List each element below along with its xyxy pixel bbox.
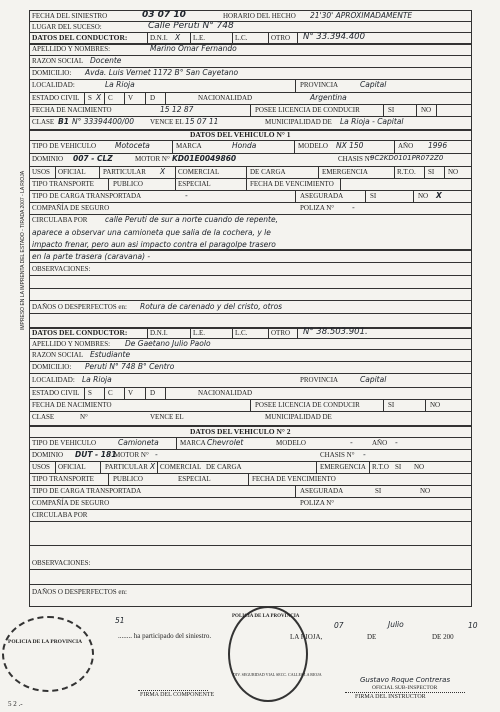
usos2-label: USOS bbox=[32, 463, 50, 471]
estado2-s: S bbox=[88, 389, 92, 397]
fecha-nacimiento-label: FECHA DE NACIMIENTO bbox=[32, 106, 112, 114]
transporte2-especial: ESPECIAL bbox=[178, 475, 211, 483]
danos2-label: DAÑOS O DESPERFECTOS en: bbox=[32, 588, 127, 596]
tipo-vehiculo2-label: TIPO DE VEHICULO bbox=[32, 439, 97, 447]
tipo-vehiculo-label: TIPO DE VEHICULO bbox=[32, 142, 97, 150]
asegurada2-no: NO bbox=[420, 487, 431, 495]
fecha-vencimiento2-label: FECHA DE VENCIMIENTO bbox=[252, 475, 336, 483]
licencia-numero: N° 33394400/00 bbox=[72, 117, 134, 126]
uso2-carga: DE CARGA bbox=[206, 463, 242, 471]
modelo-value: NX 150 bbox=[336, 141, 364, 150]
modelo2-value: - bbox=[350, 438, 353, 447]
fecha-anio: 10 bbox=[468, 621, 478, 630]
fecha-de-2: DE 200 bbox=[432, 633, 454, 641]
clase-value: B1 bbox=[58, 117, 69, 126]
chasis-label: CHASIS N° bbox=[338, 155, 373, 163]
uso2-emergencia: EMERGENCIA bbox=[320, 463, 366, 471]
rto2-si: SI bbox=[395, 463, 402, 471]
rto-no: NO bbox=[448, 168, 459, 176]
clase2-label: CLASE bbox=[32, 413, 55, 421]
apellido2-value: De Gaetano Julio Paolo bbox=[125, 339, 211, 348]
estado2-d: D bbox=[150, 389, 156, 397]
apellido-value: Marino Omar Fernando bbox=[150, 44, 237, 53]
dni-label: D.N.I. bbox=[150, 34, 168, 42]
posee-licencia-label: POSEE LICENCIA DE CONDUCIR bbox=[255, 106, 360, 114]
asegurada-no-check: X bbox=[436, 191, 442, 200]
tipo-vehiculo2-value: Camioneta bbox=[118, 438, 159, 447]
anio-label: AÑO bbox=[398, 142, 414, 150]
dni-check-mark: X bbox=[175, 33, 181, 42]
nacionalidad-label: NACIONALIDAD bbox=[198, 94, 253, 102]
compania-seguro2-label: COMPAÑÍA DE SEGURO bbox=[32, 499, 110, 507]
marca-value: Honda bbox=[232, 141, 257, 150]
provincia-value: Capital bbox=[360, 80, 387, 89]
particular2-check: X bbox=[150, 462, 156, 471]
circulaba-line-3: impacto frenar, pero aun asi impacto contra el paragolpe trasero bbox=[32, 240, 276, 249]
page-number: 5 2 .- bbox=[8, 700, 23, 708]
estado-c: C bbox=[108, 94, 113, 102]
stamp-center-inner: DIV. SEGURIDAD VIAL SECC. CALLES LA RIOJA bbox=[233, 672, 322, 677]
localidad-value: La Rioja bbox=[105, 80, 135, 89]
uso2-comercial: COMERCIAL bbox=[160, 463, 202, 471]
circulaba-line-2: aparece a observar una camioneta que salia de la cochera, y le bbox=[32, 228, 271, 237]
lugar-label: LUGAR DEL SUCESO: bbox=[32, 23, 102, 31]
fecha-vencimiento-label: FECHA DE VENCIMIENTO bbox=[250, 180, 334, 188]
tipo-carga2-label: TIPO DE CARGA TRANSPORTADA bbox=[32, 487, 142, 495]
marca-label: MARCA bbox=[176, 142, 202, 150]
fecha-nacimiento-value: 15 12 87 bbox=[160, 105, 194, 114]
transporte2-publico: PUBLICO bbox=[113, 475, 143, 483]
vehiculo1-obs-box bbox=[29, 249, 472, 329]
police-stamp-left bbox=[2, 616, 94, 692]
licencia-si: SI bbox=[388, 106, 395, 114]
dominio-value: 007 - CLZ bbox=[73, 154, 113, 163]
vence2-label: VENCE EL bbox=[150, 413, 184, 421]
chasis2-label: CHASIS N° bbox=[320, 451, 355, 459]
fecha-dia: 07 bbox=[334, 621, 344, 630]
licencia-no: NO bbox=[421, 106, 432, 114]
domicilio2-label: DOMICILIO: bbox=[32, 363, 72, 371]
chasis-value: 9C2KD0101PR072Z0 bbox=[370, 154, 444, 162]
clase-label: CLASE bbox=[32, 118, 55, 126]
circulaba2-label: CIRCULABA POR bbox=[32, 511, 88, 519]
marca2-label: MARCA bbox=[180, 439, 206, 447]
vence-label: VENCE EL bbox=[150, 118, 184, 126]
anio2-value: - bbox=[395, 438, 398, 447]
conductor2-title: DATOS DEL CONDUCTOR: bbox=[32, 328, 128, 337]
localidad2-label: LOCALIDAD: bbox=[32, 376, 75, 384]
lugar-value: Calle Peruti N° 748 bbox=[148, 21, 234, 31]
asegurada2-label: ASEGURADA bbox=[300, 487, 344, 495]
municipalidad-value: La Rioja - Capital bbox=[340, 117, 404, 126]
domicilio2-value: Peruti N° 748 B° Centro bbox=[85, 362, 175, 371]
uso-particular: PARTICULAR bbox=[103, 168, 146, 176]
asegurada2-si: SI bbox=[375, 487, 382, 495]
estado2-c: C bbox=[108, 389, 113, 397]
anio-value: 1996 bbox=[428, 141, 448, 150]
rto-si: SI bbox=[428, 168, 435, 176]
circulaba-label: CIRCULABA POR bbox=[32, 216, 88, 224]
provincia2-label: PROVINCIA bbox=[300, 376, 339, 384]
municipalidad2-label: MUNICIPALIDAD DE bbox=[265, 413, 332, 421]
firma-nombre: Gustavo Roque Contreras bbox=[360, 676, 451, 684]
firma-componente-label: FIRMA DEL COMPONENTE bbox=[140, 692, 215, 698]
asegurada-no: NO bbox=[418, 192, 429, 200]
usos-label: USOS bbox=[32, 168, 50, 176]
domicilio-value: Avda. Luis Vernet 1172 B° San Cayetano bbox=[85, 68, 239, 77]
participado-text: ........ ha participado del siniestro. bbox=[118, 632, 212, 640]
licencia2-si: SI bbox=[388, 401, 395, 409]
razon-social-label: RAZON SOCIAL bbox=[32, 57, 84, 65]
estado-d: D bbox=[150, 94, 156, 102]
circulaba-line-1: calle Peruti de sur a norte cuando de repente, bbox=[105, 215, 278, 224]
circulaba-line-4: en la parte trasera (caravana) - bbox=[32, 252, 151, 261]
vehiculo1-title: DATOS DEL VEHICULO N° 1 bbox=[190, 130, 291, 139]
fecha-de-1: DE bbox=[367, 633, 377, 641]
lc2-label: L.C. bbox=[235, 329, 248, 337]
municipalidad-label: MUNICIPALIDAD DE bbox=[265, 118, 332, 126]
provincia2-value: Capital bbox=[360, 375, 387, 384]
horario-label: HORARIO DEL HECHO bbox=[223, 12, 296, 20]
asegurada-label: ASEGURADA bbox=[300, 192, 344, 200]
modelo2-label: MODELO bbox=[276, 439, 306, 447]
transporte-publico: PUBLICO bbox=[113, 180, 143, 188]
firma-instructor-label: FIRMA DEL INSTRUCTOR bbox=[355, 694, 426, 700]
estado-v: V bbox=[128, 94, 134, 102]
participantes-count: 51 bbox=[115, 616, 125, 625]
uso2-particular: PARTICULAR bbox=[105, 463, 148, 471]
rto2-label: R.T.O bbox=[372, 463, 389, 471]
firma-cargo: OFICIAL SUB-INSPECTOR bbox=[372, 685, 438, 691]
modelo-label: MODELO bbox=[298, 142, 328, 150]
estado-check: X bbox=[96, 93, 102, 102]
observaciones-label: OBSERVACIONES: bbox=[32, 265, 91, 273]
uso-carga: DE CARGA bbox=[250, 168, 286, 176]
estado-s: S bbox=[88, 94, 92, 102]
apellido2-label: APELLIDO Y NOMBRES: bbox=[32, 340, 111, 348]
razon-social-value: Docente bbox=[90, 56, 122, 65]
compania-seguro-label: COMPAÑÍA DE SEGURO bbox=[32, 204, 110, 212]
razon-social2-label: RAZON SOCIAL bbox=[32, 351, 84, 359]
posee-licencia2-label: POSEE LICENCIA DE CONDUCIR bbox=[255, 401, 360, 409]
dni2-label: D.N.I. bbox=[150, 329, 168, 337]
documento2-numero: N° 38.503.901. bbox=[303, 327, 368, 337]
tipo-carga-value: - bbox=[185, 191, 188, 200]
la-rioja-label: LA RIOJA, bbox=[290, 633, 323, 641]
motor-value: KD01E0049860 bbox=[172, 154, 237, 163]
chasis2-value: - bbox=[363, 450, 366, 459]
uso2-oficial: OFICIAL bbox=[58, 463, 86, 471]
motor2-value: - bbox=[155, 450, 158, 459]
provincia-label: PROVINCIA bbox=[300, 81, 339, 89]
le-label: L.E. bbox=[193, 34, 206, 42]
tipo-vehiculo-value: Motoceta bbox=[115, 141, 150, 150]
domicilio-label: DOMICILIO: bbox=[32, 69, 72, 77]
estado-civil-label: ESTADO CIVIL bbox=[32, 94, 80, 102]
le2-label: L.E. bbox=[193, 329, 206, 337]
vehiculo2-title: DATOS DEL VEHICULO N° 2 bbox=[190, 427, 291, 436]
estado-civil2-label: ESTADO CIVIL bbox=[32, 389, 80, 397]
otro2-label: OTRO bbox=[271, 329, 291, 337]
estado2-v: V bbox=[128, 389, 134, 397]
particular-check: X bbox=[160, 167, 166, 176]
poliza2-label: POLIZA N° bbox=[300, 499, 335, 507]
dominio2-value: DUT - 181 bbox=[75, 450, 117, 459]
transporte-especial: ESPECIAL bbox=[178, 180, 211, 188]
otro-label: OTRO bbox=[271, 34, 291, 42]
rto-label: R.T.O. bbox=[397, 168, 416, 176]
danos-label: DAÑOS O DESPERFECTOS en: bbox=[32, 303, 127, 311]
razon-social2-value: Estudiante bbox=[90, 350, 131, 359]
tipo-transporte-label: TIPO TRANSPORTE bbox=[32, 180, 94, 188]
lc-label: L.C. bbox=[235, 34, 248, 42]
dominio2-label: DOMINIO bbox=[32, 451, 64, 459]
stamp-center-text: POLICIA DE LA PROVINCIA bbox=[232, 614, 300, 619]
uso-oficial: OFICIAL bbox=[58, 168, 86, 176]
danos-value: Rotura de carenado y del cristo, otros bbox=[140, 302, 283, 311]
tipo-carga-label: TIPO DE CARGA TRANSPORTADA bbox=[32, 192, 142, 200]
tipo-transporte2-label: TIPO TRANSPORTE bbox=[32, 475, 94, 483]
fecha-nacimiento2-label: FECHA DE NACIMIENTO bbox=[32, 401, 112, 409]
side-print-text: IMPRESO EN LA IMPRENTA DEL ESTADO - TIRADA 2007 - LA RIOJA bbox=[20, 170, 26, 330]
observaciones2-label: OBSERVACIONES: bbox=[32, 559, 91, 567]
uso-comercial: COMERCIAL bbox=[178, 168, 220, 176]
stamp-left-text: POLICIA DE LA PROVINCIA bbox=[8, 639, 83, 645]
motor-label: MOTOR N° bbox=[135, 155, 170, 163]
fecha-siniestro-label: FECHA DEL SINIESTRO bbox=[32, 12, 108, 20]
licencia2-nro-label: N° bbox=[80, 413, 88, 421]
motor2-label: MOTOR N° bbox=[114, 451, 149, 459]
rto2-no: NO bbox=[414, 463, 425, 471]
marca2-value: Chevrolet bbox=[207, 438, 244, 447]
documento-numero: N° 33.394.400 bbox=[303, 32, 365, 42]
dominio-label: DOMINIO bbox=[32, 155, 64, 163]
poliza-value: - bbox=[352, 203, 355, 212]
localidad-label: LOCALIDAD: bbox=[32, 81, 75, 89]
horario-value: 21'30' APROXIMADAMENTE bbox=[310, 11, 413, 20]
asegurada-si: SI bbox=[370, 192, 377, 200]
fecha-siniestro-value: 03 07 10 bbox=[142, 10, 186, 20]
uso-emergencia: EMERGENCIA bbox=[322, 168, 368, 176]
licencia2-no: NO bbox=[430, 401, 441, 409]
nacionalidad2-label: NACIONALIDAD bbox=[198, 389, 253, 397]
vence-value: 15 07 11 bbox=[185, 117, 219, 126]
poliza-label: POLIZA N° bbox=[300, 204, 335, 212]
fecha-mes: Julio bbox=[388, 620, 404, 629]
localidad2-value: La Rioja bbox=[82, 375, 112, 384]
apellido-label: APELLIDO Y NOMBRES: bbox=[32, 45, 111, 53]
nacionalidad-value: Argentina bbox=[310, 93, 347, 102]
conductor1-title: DATOS DEL CONDUCTOR: bbox=[32, 33, 128, 42]
anio2-label: AÑO bbox=[372, 439, 388, 447]
